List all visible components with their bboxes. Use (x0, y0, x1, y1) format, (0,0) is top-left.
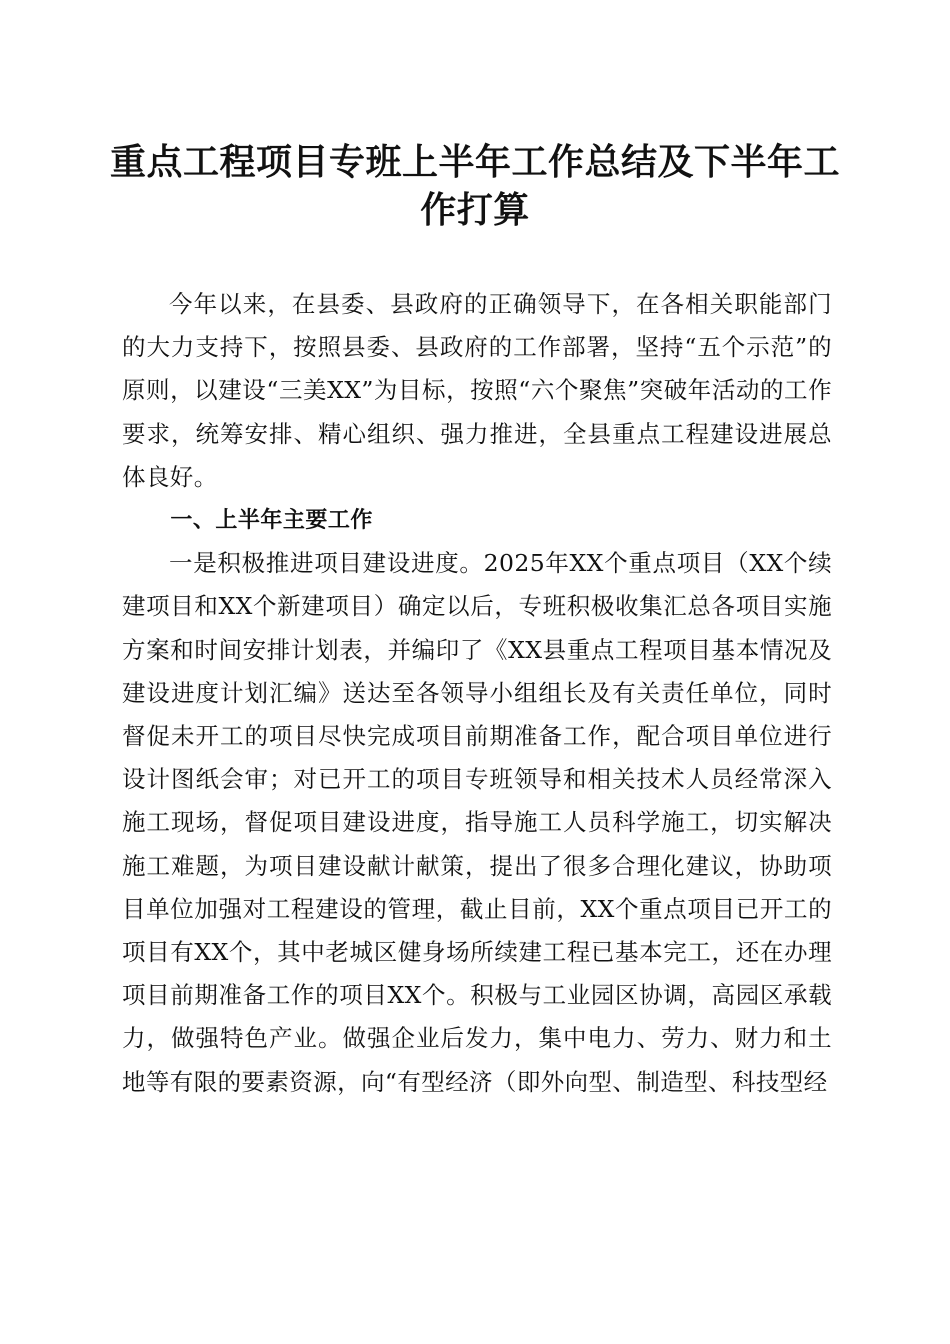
body-paragraph: 一是积极推进项目建设进度。2025年XX个重点项目（XX个续建项目和XX个新建项目）确定以后，专班积极收集汇总各项目实施方案和时间安排计划表，并编印了《XX县重点工程项目基本情况及建设进度计划汇编》送达至各领导小组组长及有关责任单位，同时督促未开工的项目尽快完成项目前期准备工作，配合项目单位进行设计图纸会审；对已开工的项目专班领导和相关技术人员经常深入施工现场，督促项目建设进度，指导施工人员科学施工，切实解决施工难题，为项目建设献计献策，提出了很多合理化建议，协助项目单位加强对工程建设的管理，截止目前，XX个重点项目已开工的项目有XX个，其中老城区健身场所续建工程已基本完工，还在办理项目前期准备工作的项目XX个。积极与工业园区协调，高园区承载力，做强特色产业。做强企业后发力，集中电力、劳力、财力和土地等有限的要素资源，向“有型经济（即外向型、制造型、科技型经 (122, 549, 832, 1096)
intro-paragraph: 今年以来，在县委、县政府的正确领导下，在各相关职能部门的大力支持下，按照县委、县政府的工作部署，坚持“五个示范”的原则，以建设“三美XX”为目标，按照“六个聚焦”突破年活动的工作要求，统筹安排、精心组织、强力推进，全县重点工程建设进展总体良好。 (122, 290, 832, 491)
document-body (122, 283, 832, 1104)
document-title: 重点工程项目专班上半年工作总结及下半年工作打算 (110, 141, 841, 231)
section-heading: 一、上半年主要工作 (170, 508, 373, 534)
